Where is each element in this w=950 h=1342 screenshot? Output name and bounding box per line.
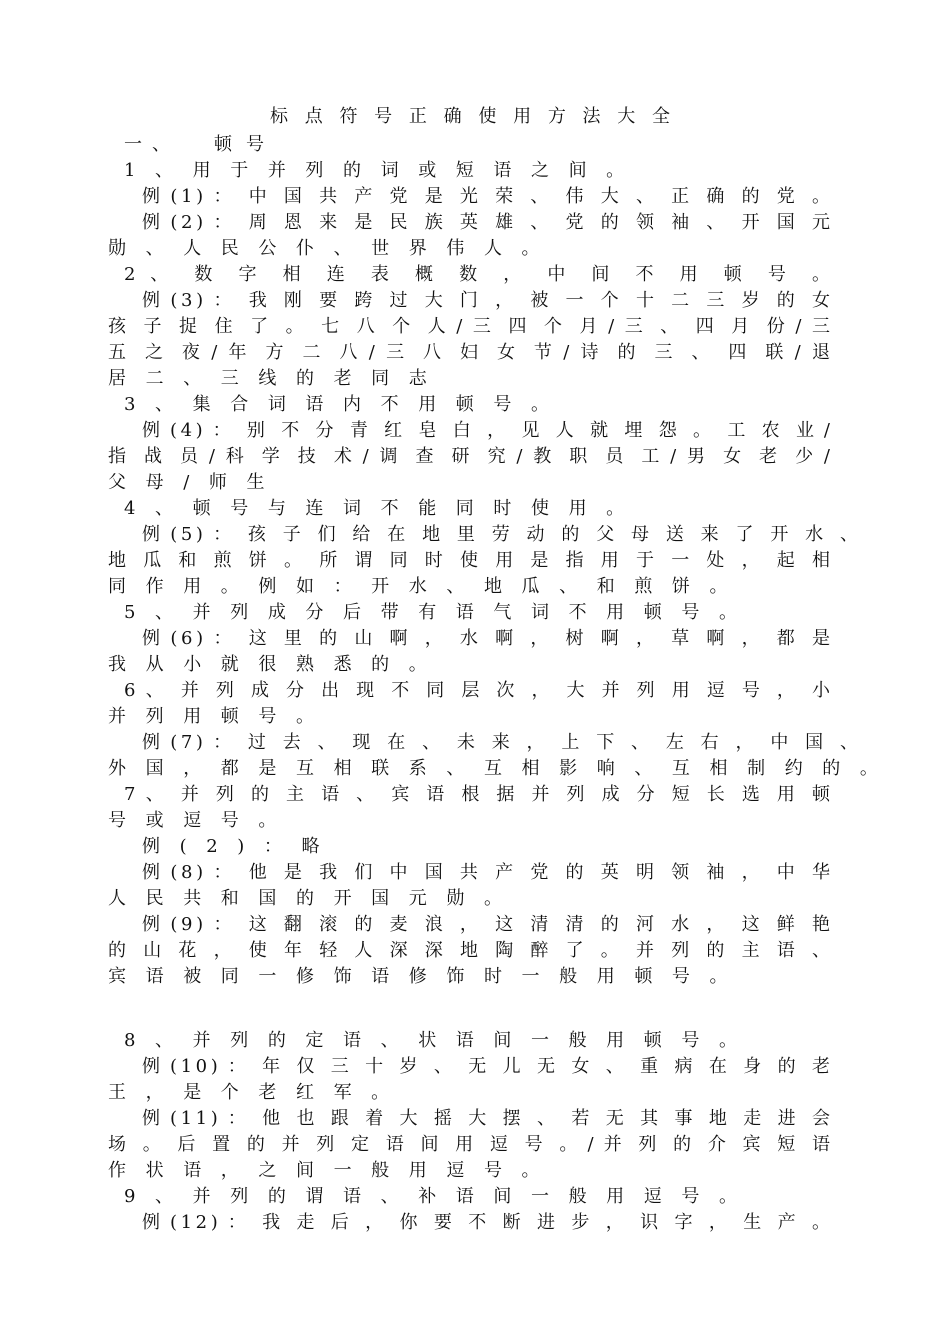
text-line: 勋 、 人 民 公 仆 、 世 界 伟 人 。 bbox=[108, 238, 548, 259]
rule-line: 2 、 数 字 相 连 表 概 数 ， 中 间 不 用 顿 号 。 bbox=[124, 264, 830, 285]
example-line: 例 ( 7 ) ： 过 去 、 现 在 、 未 来 ， 上 下 、 左 右 ， 中 国 、 bbox=[142, 732, 858, 753]
rule-line: 9 、 并 列 的 谓 语 、 补 语 间 一 般 用 逗 号 。 bbox=[124, 1186, 745, 1207]
text-line: 五 之 夜 / 年 方 二 八 / 三 八 妇 女 节 / 诗 的 三 、 四 联 / 退 bbox=[108, 342, 830, 363]
text-line: 父 母 / 师 生 bbox=[108, 472, 273, 493]
example-line: 例 ( 6 ) ： 这 里 的 山 啊 ， 水 啊 ， 树 啊 ， 草 啊 ， 都 是 bbox=[142, 628, 831, 649]
text-line: 我 从 小 就 很 熟 悉 的 。 bbox=[108, 654, 435, 675]
text-line: 孩 子 捉 住 了 。 七 八 个 人 / 三 四 个 月 / 三 、 四 月 份 / 三 bbox=[108, 316, 830, 337]
text-line: 作 状 语 ， 之 间 一 般 用 逗 号 。 bbox=[108, 1160, 548, 1181]
text-line: 人 民 共 和 国 的 开 国 元 勋 。 bbox=[108, 888, 510, 909]
example-line: 例 ( 2 ) ： 周 恩 来 是 民 族 英 雄 、 党 的 领 袖 、 开 国 元 bbox=[142, 212, 831, 233]
text-line: 宾 语 被 同 一 修 饰 语 修 饰 时 一 般 用 顿 号 。 bbox=[108, 966, 736, 987]
example-line: 例 ( 1 ) ： 中 国 共 产 党 是 光 荣 、 伟 大 、 正 确 的 党 。 bbox=[142, 186, 831, 207]
example-line: 例 ( 9 ) ： 这 翻 滚 的 麦 浪 ， 这 清 清 的 河 水 ， 这 鲜 艳 bbox=[142, 914, 831, 935]
section-number: 一、 bbox=[124, 134, 180, 155]
text-line: 居 二 、 三 线 的 老 同 志 bbox=[108, 368, 435, 389]
text-line: 指 战 员 / 科 学 技 术 / 调 查 研 究 / 教 职 员 工 / 男 女 老 少 / bbox=[108, 446, 830, 467]
section-name: 顿号 bbox=[214, 134, 278, 155]
rule-line: 7 、 并 列 的 主 语 、 宾 语 根 据 并 列 成 分 短 长 选 用 顿 bbox=[124, 784, 830, 805]
page-title: 标 点 符 号 正 确 使 用 方 法 大 全 bbox=[270, 106, 670, 127]
example-line: 例 ( 5 ) ： 孩 子 们 给 在 地 里 劳 动 的 父 母 送 来 了 开 水 、 bbox=[142, 524, 858, 545]
text-line: 场 。 后 置 的 并 列 定 语 间 用 逗 号 。 / 并 列 的 介 宾 短 语 bbox=[108, 1134, 830, 1155]
text-line: 并 列 用 顿 号 。 bbox=[108, 706, 322, 727]
text-line: 的 山 花 ， 使 年 轻 人 深 深 地 陶 醉 了 。 并 列 的 主 语 、 bbox=[108, 940, 830, 961]
text-line: 王 ， 是 个 老 红 军 。 bbox=[108, 1082, 398, 1103]
text-line: 地 瓜 和 煎 饼 。 所 谓 同 时 使 用 是 指 用 于 一 处 ， 起 相 bbox=[108, 550, 830, 571]
example-line: 例 ( 1 2 ) ： 我 走 后 ， 你 要 不 断 进 步 ， 识 字 ， 生 产 。 bbox=[142, 1212, 831, 1233]
rule-line: 8 、 并 列 的 定 语 、 状 语 间 一 般 用 顿 号 。 bbox=[124, 1030, 745, 1051]
example-line: 例 ( 1 1 ) ： 他 也 跟 着 大 摇 大 摆 、 若 无 其 事 地 走 进 会 bbox=[142, 1108, 831, 1129]
rule-line: 1 、 用 于 并 列 的 词 或 短 语 之 间 。 bbox=[124, 160, 633, 181]
rule-line: 4 、 顿 号 与 连 词 不 能 同 时 使 用 。 bbox=[124, 498, 633, 519]
example-line: 例 ( 1 0 ) ： 年 仅 三 十 岁 、 无 儿 无 女 、 重 病 在 身 的 老 bbox=[142, 1056, 831, 1077]
rule-line: 3 、 集 合 词 语 内 不 用 顿 号 。 bbox=[124, 394, 557, 415]
example-line: 例 ( 8 ) ： 他 是 我 们 中 国 共 产 党 的 英 明 领 袖 ， 中 华 bbox=[142, 862, 831, 883]
text-line: 号 或 逗 号 。 bbox=[108, 810, 285, 831]
text-line: 外 国 ， 都 是 互 相 联 系 、 互 相 影 响 、 互 相 制 约 的 。 bbox=[108, 758, 886, 779]
example-line: 例 ( 2 ) ： 略 bbox=[142, 836, 328, 857]
rule-line: 6 、 并 列 成 分 出 现 不 同 层 次 ， 大 并 列 用 逗 号 ， 小 bbox=[124, 680, 830, 701]
rule-line: 5 、 并 列 成 分 后 带 有 语 气 词 不 用 顿 号 。 bbox=[124, 602, 745, 623]
example-line: 例 ( 4 ) ： 别 不 分 青 红 皂 白 ， 见 人 就 埋 怨 。 工 农 业 / bbox=[142, 420, 830, 441]
example-line: 例 ( 3 ) ： 我 刚 要 跨 过 大 门 ， 被 一 个 十 二 三 岁 的 女 bbox=[142, 290, 831, 311]
text-line: 同 作 用 。 例 如 ： 开 水 、 地 瓜 、 和 煎 饼 。 bbox=[108, 576, 736, 597]
section-heading bbox=[124, 132, 278, 158]
